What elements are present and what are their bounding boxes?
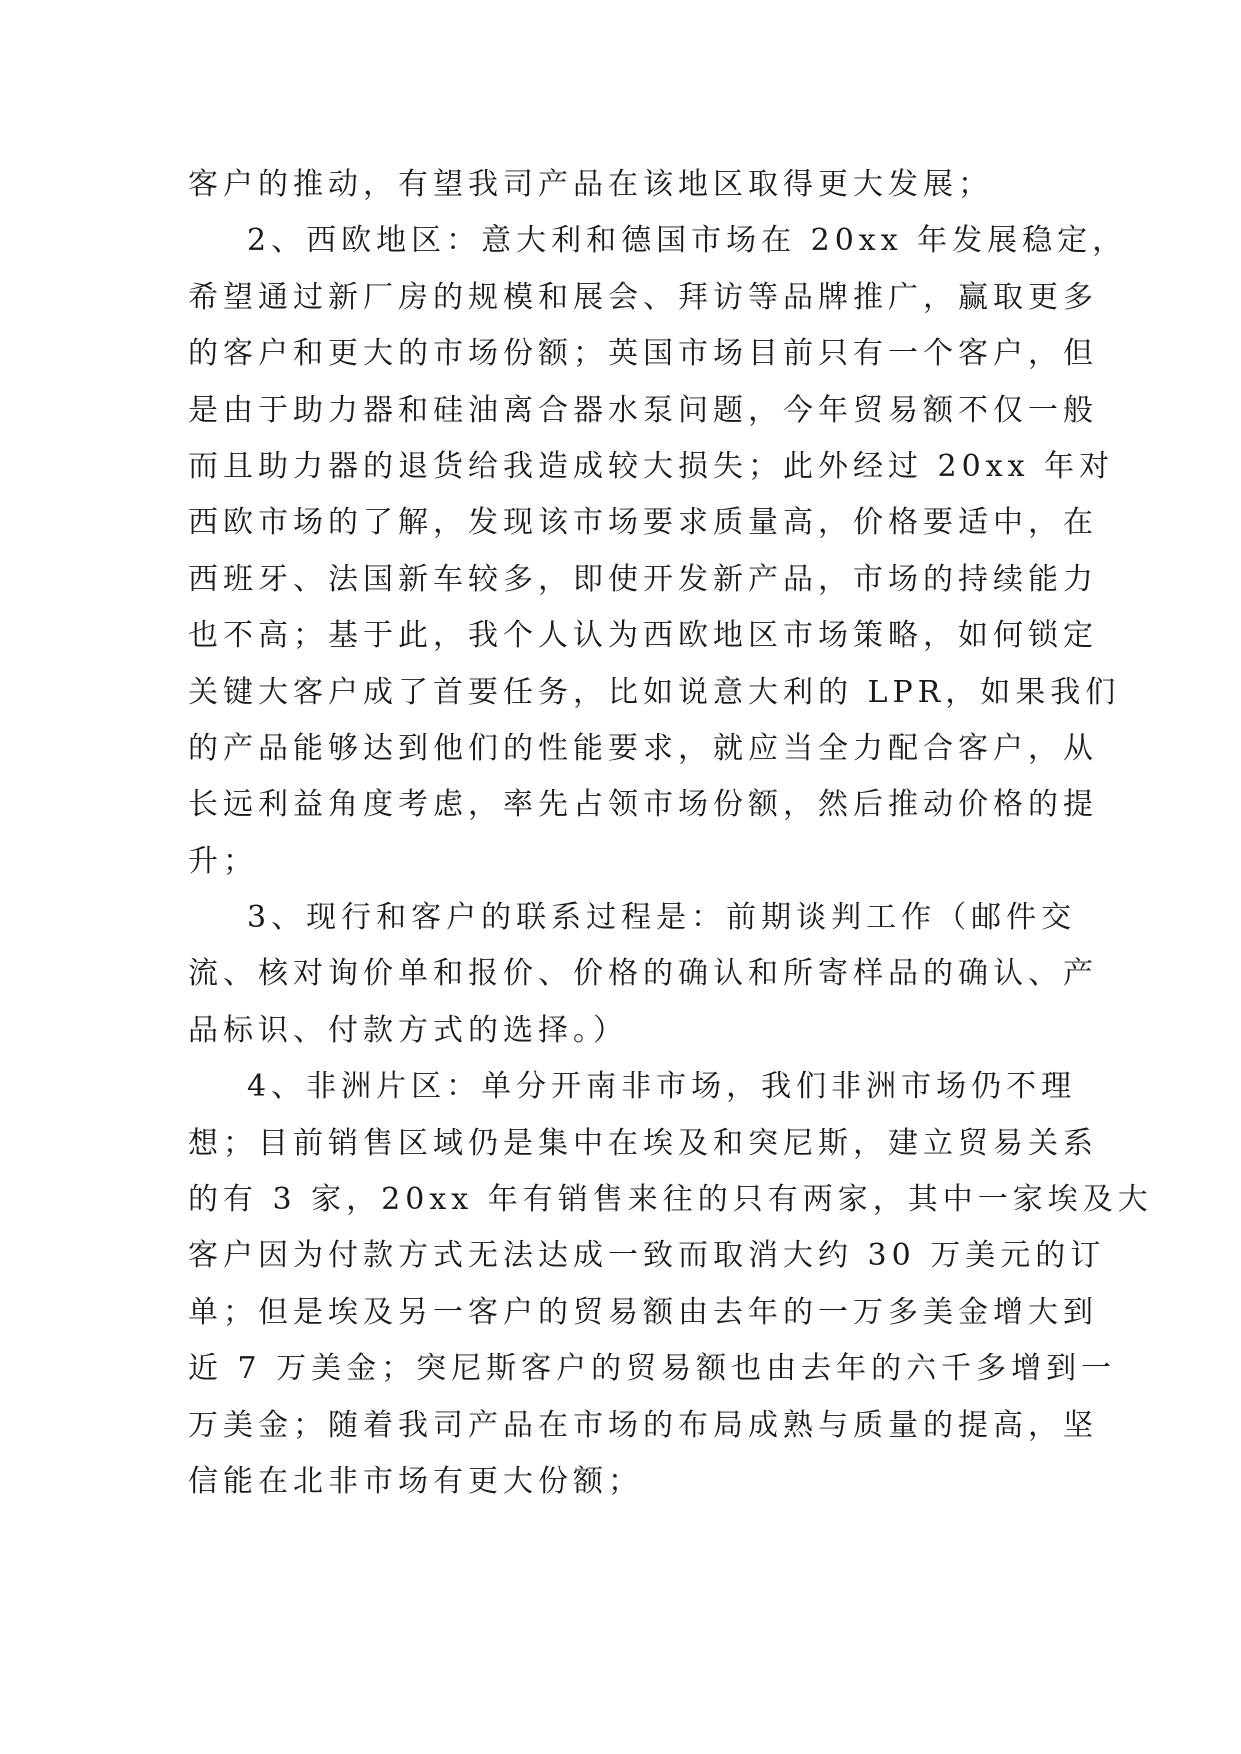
text-line: 客户因为付款方式无法达成一致而取消大约 30 万美元的订 (188, 1238, 1106, 1274)
text-line: 品标识、付款方式的选择。） (188, 1012, 628, 1048)
text-line: 希望通过新厂房的规模和展会、拜访等品牌推广，赢取更多 (188, 279, 1098, 315)
text-line: 客户的推动，有望我司产品在该地区取得更大发展； (188, 167, 993, 202)
text-line: 想；目前销售区域仍是集中在埃及和突尼斯，建立贸易关系 (188, 1125, 1098, 1161)
text-line: 2、西欧地区：意大利和德国市场在 20xx 年发展稳定， (247, 223, 1128, 259)
text-line: 流、核对询价单和报价、价格的确认和所寄样品的确认、产 (188, 956, 1098, 992)
text-line: 是由于助力器和硅油离合器水泵问题，今年贸易额不仅一般 (188, 392, 1098, 428)
text-line: 的客户和更大的市场份额；英国市场目前只有一个客户，但 (188, 336, 1098, 372)
document-body (188, 157, 1153, 1510)
text-line: 长远利益角度考虑，率先占领市场份额，然后推动价格的提 (188, 787, 1098, 823)
text-line: 万美金；随着我司产品在市场的布局成熟与质量的提高，坚 (188, 1407, 1098, 1443)
text-line: 单；但是埃及另一客户的贸易额由去年的一万多美金增大到 (188, 1294, 1098, 1330)
text-line: 西欧市场的了解，发现该市场要求质量高，价格要适中，在 (188, 505, 1098, 541)
text-line: 西班牙、法国新车较多，即使开发新产品，市场的持续能力 (188, 561, 1098, 597)
text-line: 而且助力器的退货给我造成较大损失；此外经过 20xx 年对 (188, 448, 1115, 484)
text-line: 近 7 万美金；突尼斯客户的贸易额也由去年的六千多增到一 (188, 1351, 1117, 1387)
text-line: 关键大客户成了首要任务，比如说意大利的 LPR，如果我们 (188, 674, 1121, 710)
text-line: 也不高；基于此，我个人认为西欧地区市场策略，如何锁定 (188, 618, 1098, 654)
text-line: 升； (188, 843, 258, 879)
text-line: 4、非洲片区：单分开南非市场，我们非洲市场仍不理 (247, 1069, 1077, 1105)
text-line: 信能在北非市场有更大份额； (188, 1463, 643, 1499)
text-line: 的有 3 家，20xx 年有销售来往的只有两家，其中一家埃及大 (188, 1182, 1153, 1218)
text-line: 的产品能够达到他们的性能要求，就应当全力配合客户，从 (188, 730, 1098, 766)
text-line: 3、现行和客户的联系过程是：前期谈判工作（邮件交 (247, 900, 1077, 936)
